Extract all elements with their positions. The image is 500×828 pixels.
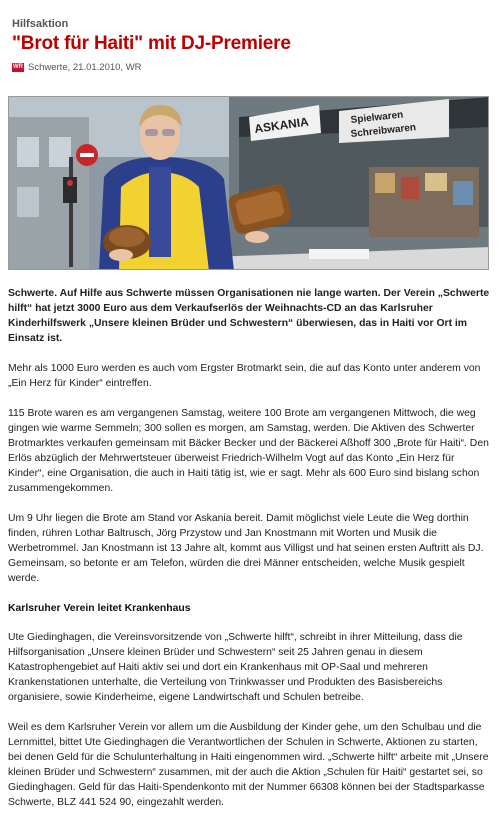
article-paragraph: Um 9 Uhr liegen die Brote am Stand vor Askania bereit. Damit möglichst viele Leute die Weg dorthin finden, rühren Lothar Baltrusch, Jörg Przystow und Jan Knostmann mit Worten und Musik die Werbetrommel. Jan Knostmann ist 13 Jahre alt, kommt aus Villigst und hat seinen ersten Auftritt als DJ. Gemeinsam, so betonte er am Telefon, würden die drei Männer entscheiden, welche Musik gespielt werde. — [8, 513, 484, 584]
article-body — [8, 286, 490, 825]
sign-bottom-text: Schreibwaren — [350, 122, 417, 140]
headline: "Brot für Haiti" mit DJ-Premiere — [12, 33, 291, 54]
article-paragraph: Weil es dem Karlsruher Verein vor allem um die Ausbildung der Kinder gehe, um den Schulbau und die Lernmittel, bittet Ute Giedinghagen die Verantwortlichen der Schulen in Schwerte, Aktionen zu starten, bei denen Geld für die Schulunterhaltung in Haiti eingenommen wird. „Schwerte hilft“ arbeite mit „Unsere kleinen Brüder und Schwestern“ zusammen, mit der auch die Aktion „Schulen für Haiti“ gestartet sei, so Giedinghagen. Geld für das Haiti-Spendenkonto mit der Nummer 66308 können bei der Stadtsparkasse Schwerte, BLZ 441 524 90, eingezahlt werden. — [8, 722, 489, 808]
publisher-logo-icon: WR — [13, 64, 23, 70]
article-paragraph: 115 Brote waren es am vergangenen Samstag, weitere 100 Brote am vergangenen Mittwoch, die weg gingen wie warme Semmeln; 300 sollen es morgen, am Samstag, werden. Die Aktiven des Schwerter Brotmarktes verkaufen gemeinsam mit Bäcker Becker und der Bäckerei Aßhoff 300 „Brote für Haiti“. Den Erlös abzüglich der Mehrwertsteuer überweist Friedrich-Wilhelm Vogt auf das Konto „Ein Herz für Kinder“, eine Organisation, die auch in Haiti tätig ist, wie er sagt. Mehr als 600 Euro sind bislang schon zusammengekommen. — [8, 408, 489, 494]
sign-top-text: Spielwaren — [350, 109, 404, 126]
store-sign-text: ASKANIA — [253, 114, 310, 136]
article-paragraph: Mehr als 1000 Euro werden es auch vom Ergster Brotmarkt sein, die auf das Konto unter anderem von „Ein Herz für Kinder“ eintreffen. — [8, 363, 481, 389]
article-paragraph: Ute Giedinghagen, die Vereinsvorsitzende von „Schwerte hilft“, schreibt in ihrer Mitteilung, dass die Hilfsorganisation „Unsere kleinen Brüder und Schwestern“ seit 25 Jahren genau in diesem Katastrophengebiet auf Haiti aktiv sei und dort ein Krankenhaus mit OP-Saal und mehreren Krankenstationen unterhalte, die Verteilung von Trinkwasser und Produkten des Basisbereichs organisiere, sowie Kinderheime, eigene Landwirtschaft und Schulen betreibe. — [8, 632, 463, 703]
article-subheading: Karlsruher Verein leitet Krankenhaus — [8, 603, 191, 614]
article-lead: Schwerte. Auf Hilfe aus Schwerte müssen Organisationen nie lange warten. Der Verein „Schwerte hilft“ hat jetzt 3000 Euro aus dem Verkaufserlös der Weihnachts-CD an das Karlsruher Kinderhilfswerk „Unsere kleinen Brüder und Schwestern“ überwiesen, das in Haiti vor Ort im Einsatz ist. — [8, 288, 490, 344]
article-meta — [12, 62, 142, 73]
kicker: Hilfsaktion — [12, 18, 69, 30]
article-photo — [8, 96, 489, 270]
dateline: Schwerte, 21.01.2010, WR — [28, 62, 142, 73]
photo-illustration — [9, 97, 489, 270]
